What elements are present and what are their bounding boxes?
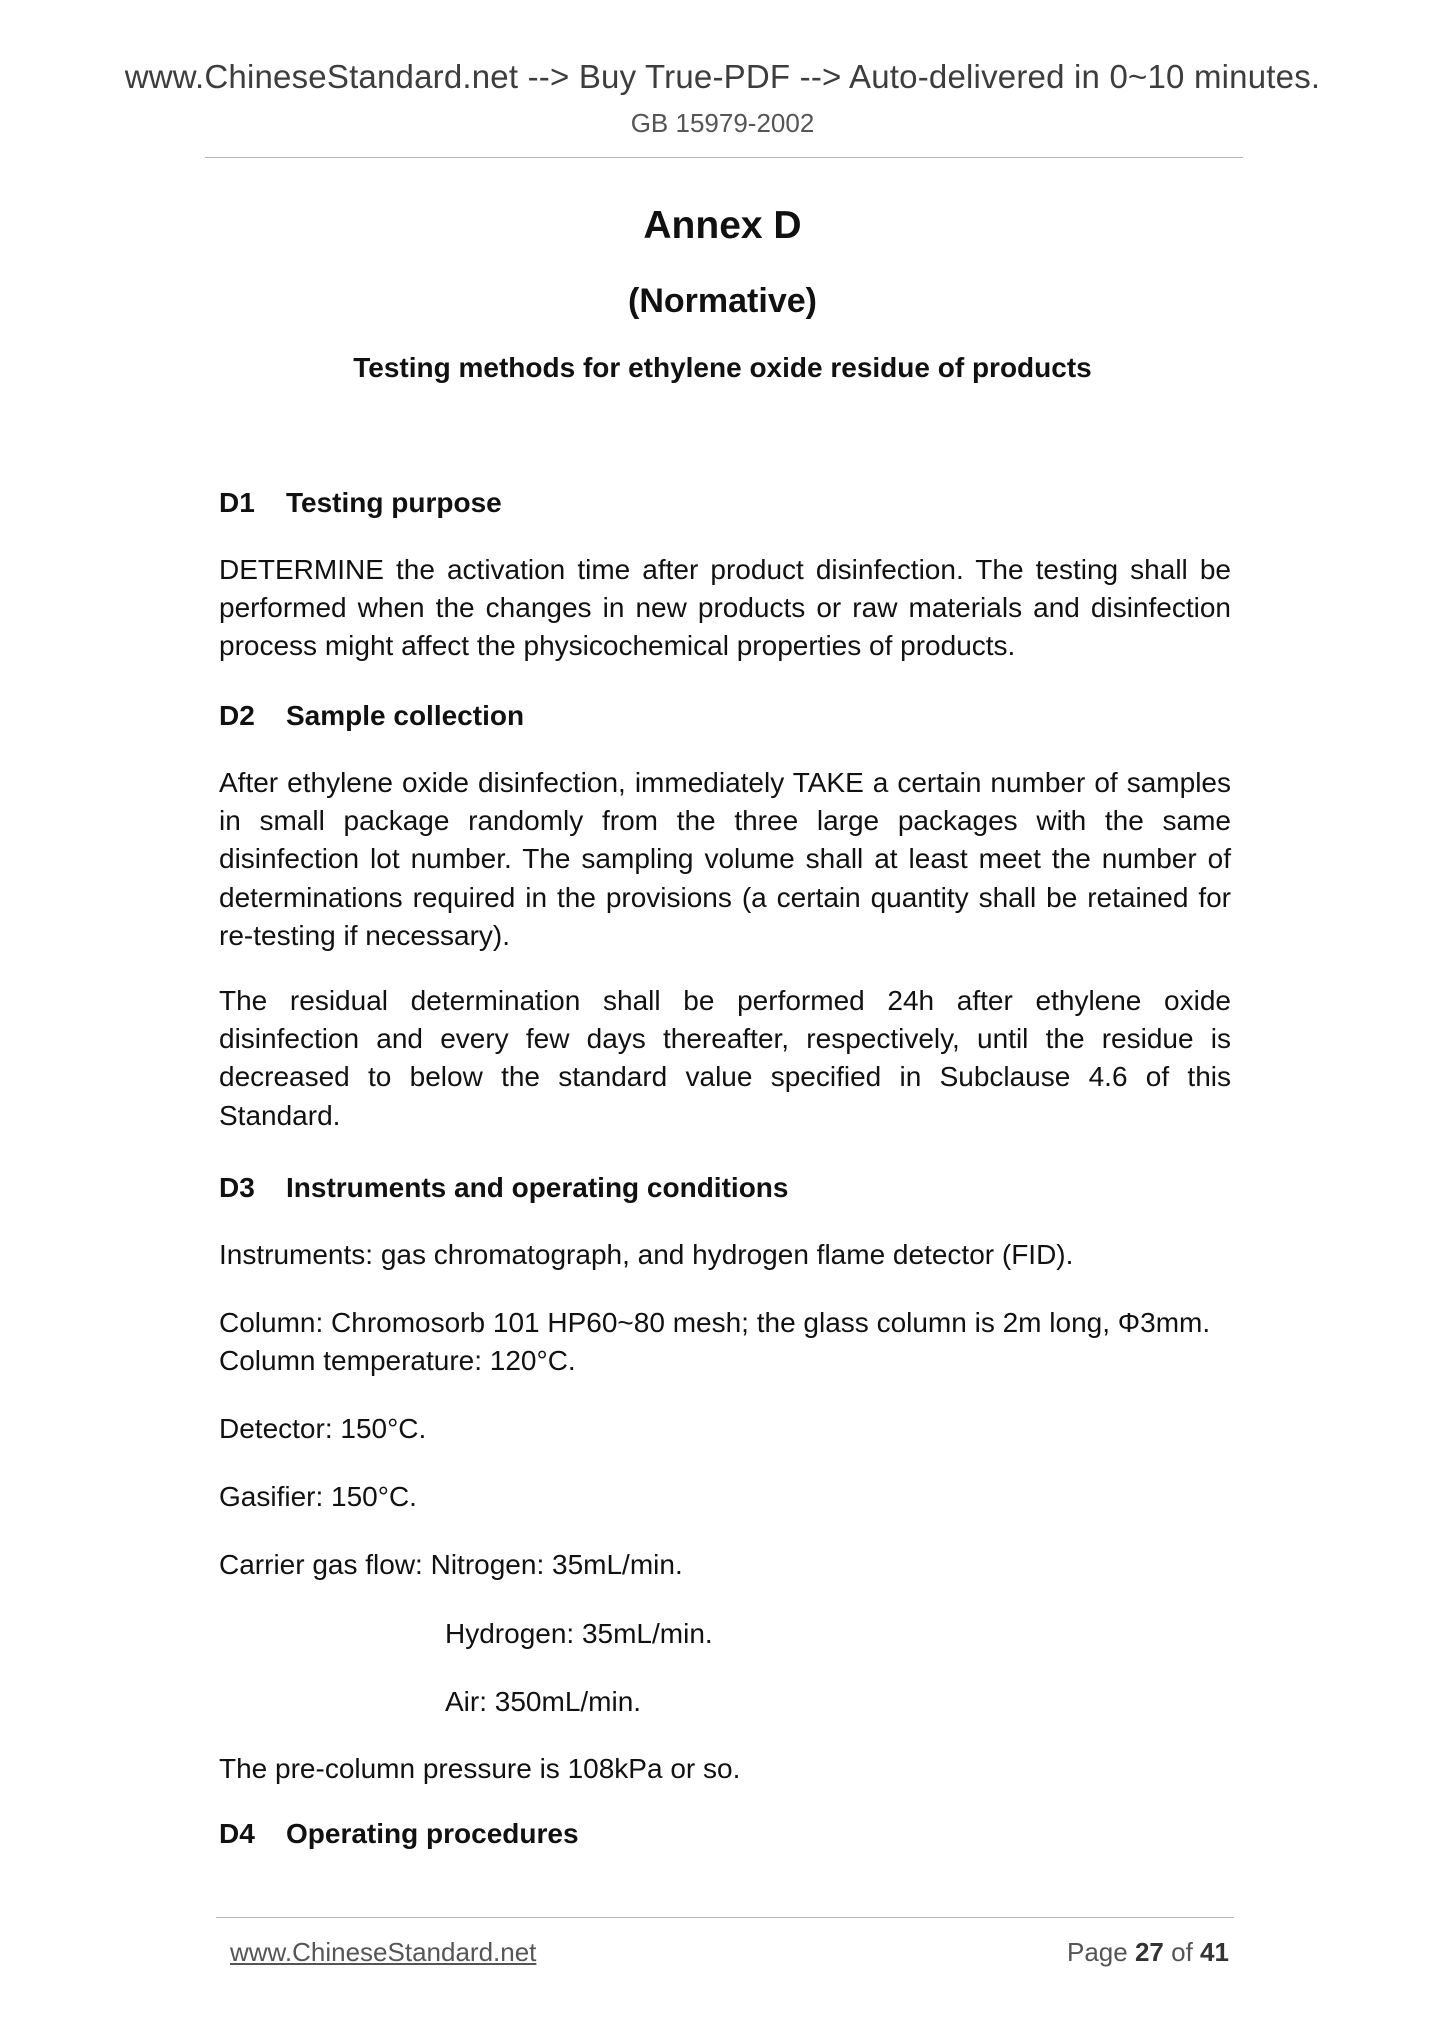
header-promo-text: www.ChineseStandard.net --> Buy True-PDF --> Auto-delivered in 0~10 minutes.: [124, 58, 1321, 95]
footer-divider: [216, 1917, 1234, 1918]
page-number: [1067, 1937, 1229, 1968]
section-title: Testing purpose: [286, 487, 502, 518]
d3-air: Air: 350mL/min.: [445, 1686, 642, 1717]
page-total: 41: [1200, 1937, 1229, 1967]
annex-title: Annex D: [643, 204, 802, 247]
page-of: of: [1171, 1937, 1193, 1967]
page-label: Page: [1067, 1937, 1128, 1967]
d3-instruments: Instruments: gas chromatograph, and hydrogen flame detector (FID).: [219, 1239, 1074, 1270]
page-current: 27: [1134, 1937, 1164, 1967]
d2-paragraph-2: The residual determination shall be performed 24h after ethylene oxide disinfection and every few days thereafter, respectively, until the residue is decreased to below the standard value specified in Subclause 4.6 of this Standard.: [219, 985, 1231, 1131]
annex-subtitle: Testing methods for ethylene oxide residue of products: [353, 352, 1092, 383]
section-heading-d4: [219, 1818, 579, 1850]
standard-code: GB 15979-2002: [630, 108, 815, 138]
section-title: Operating procedures: [286, 1818, 579, 1849]
d3-pressure: The pre-column pressure is 108kPa or so.: [219, 1753, 741, 1784]
section-title: Instruments and operating conditions: [286, 1172, 789, 1203]
section-number: D4: [219, 1818, 255, 1849]
header-divider: [205, 157, 1243, 158]
d3-detector: Detector: 150°C.: [219, 1413, 427, 1444]
d1-paragraph: DETERMINE the activation time after product disinfection. The testing shall be performed when the changes in new products or raw materials and disinfection process might affect the physicochemical properties of products.: [219, 554, 1231, 662]
annex-type: (Normative): [628, 282, 817, 320]
section-title: Sample collection: [286, 700, 525, 731]
d2-paragraph-1: After ethylene oxide disinfection, immediately TAKE a certain number of samples in small package randomly from the three large packages with the same disinfection lot number. The sampling volume shall at least meet the number of determinations required in the provisions (a certain quantity shall be retained for re-testing if necessary).: [219, 767, 1231, 951]
section-heading-d2: [219, 700, 524, 732]
section-number: D2: [219, 700, 255, 731]
d3-gasifier: Gasifier: 150°C.: [219, 1481, 417, 1512]
d3-hydrogen: Hydrogen: 35mL/min.: [445, 1618, 713, 1649]
d3-carrier-gas: Carrier gas flow: Nitrogen: 35mL/min.: [219, 1549, 683, 1580]
footer-site-link[interactable]: www.ChineseStandard.net: [230, 1937, 537, 1967]
section-heading-d3: [219, 1172, 788, 1204]
section-heading-d1: [219, 487, 502, 519]
section-number: D3: [219, 1172, 255, 1203]
d3-column: Column: Chromosorb 101 HP60~80 mesh; the glass column is 2m long, Φ3mm. Column temperature: 120°C.: [219, 1307, 1211, 1377]
section-number: D1: [219, 487, 255, 518]
